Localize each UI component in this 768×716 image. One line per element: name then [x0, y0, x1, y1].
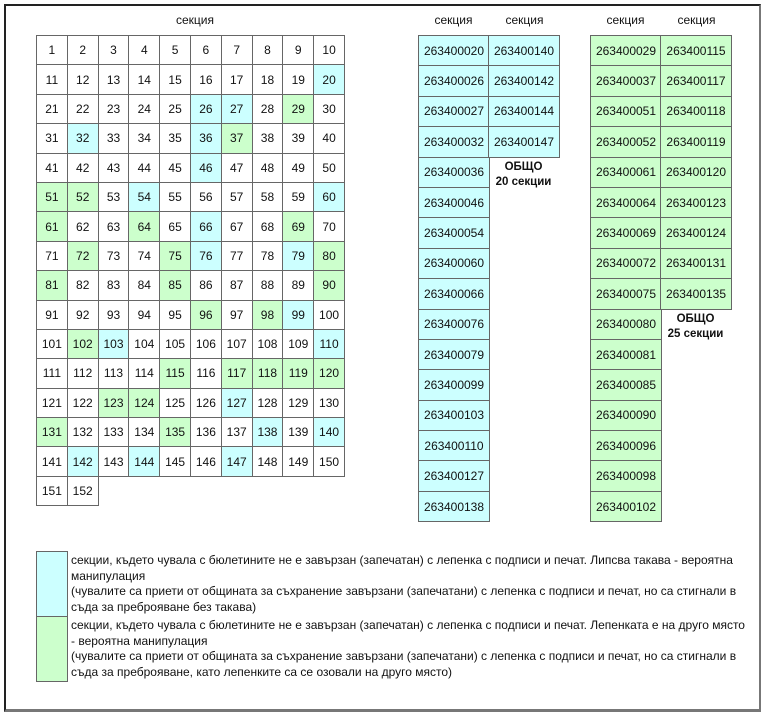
list-item: 263400020	[419, 36, 490, 66]
list-row	[591, 218, 662, 248]
section-cell: 57	[221, 182, 252, 211]
list-item: 263400051	[591, 96, 662, 126]
section-cell: 65	[160, 212, 191, 241]
section-cell: 23	[98, 94, 129, 123]
list-row	[661, 248, 732, 278]
section-cell: 140	[314, 418, 345, 447]
list-row	[419, 96, 490, 126]
section-cell: 31	[37, 124, 68, 153]
blue-list-header-1: секция	[434, 13, 473, 27]
list-row	[591, 36, 662, 66]
section-cell: 41	[37, 153, 68, 182]
grid-row	[37, 476, 345, 505]
section-cell: 33	[98, 124, 129, 153]
section-cell: 49	[283, 153, 314, 182]
section-cell: 98	[252, 300, 283, 329]
list-row	[419, 127, 490, 157]
section-cell: 37	[221, 124, 252, 153]
section-cell: 21	[37, 94, 68, 123]
list-row	[591, 400, 662, 430]
list-item: 263400036	[419, 157, 490, 187]
grid-row	[37, 124, 345, 153]
section-cell: 75	[160, 241, 191, 270]
section-cell: 14	[129, 65, 160, 94]
section-cell: 12	[67, 65, 98, 94]
list-item: 263400124	[661, 218, 732, 248]
section-cell: 143	[98, 447, 129, 476]
section-cell: 72	[67, 241, 98, 270]
list-row	[419, 279, 490, 309]
empty-cell	[98, 476, 129, 505]
section-cell: 25	[160, 94, 191, 123]
section-cell: 136	[190, 418, 221, 447]
section-cell: 35	[160, 124, 191, 153]
section-cell: 100	[314, 300, 345, 329]
list-item: 263400142	[489, 66, 560, 96]
section-cell: 74	[129, 241, 160, 270]
list-row	[591, 491, 662, 521]
section-cell: 118	[252, 359, 283, 388]
section-cell: 109	[283, 329, 314, 358]
section-cell: 146	[190, 447, 221, 476]
list-item: 263400054	[419, 218, 490, 248]
section-cell: 149	[283, 447, 314, 476]
list-row	[419, 491, 490, 521]
grid-row	[37, 241, 345, 270]
section-cell: 117	[221, 359, 252, 388]
green-list-header-2: секция	[677, 13, 716, 27]
list-item: 263400061	[591, 157, 662, 187]
section-cell: 20	[314, 65, 345, 94]
section-cell: 13	[98, 65, 129, 94]
section-cell: 145	[160, 447, 191, 476]
list-item: 263400115	[661, 36, 732, 66]
list-item: 263400081	[591, 339, 662, 369]
section-cell: 142	[67, 447, 98, 476]
list-row	[591, 279, 662, 309]
section-cell: 144	[129, 447, 160, 476]
section-cell: 137	[221, 418, 252, 447]
section-cell: 95	[160, 300, 191, 329]
green-list-column-1	[590, 35, 662, 522]
list-row	[591, 309, 662, 339]
blue-list-column-1	[418, 35, 490, 522]
legend-text-blue	[71, 553, 751, 615]
section-cell: 67	[221, 212, 252, 241]
list-row	[591, 157, 662, 187]
list-row	[419, 187, 490, 217]
section-cell: 125	[160, 388, 191, 417]
sections-grid	[36, 35, 345, 506]
section-cell: 8	[252, 36, 283, 65]
section-cell: 90	[314, 271, 345, 300]
list-row	[591, 370, 662, 400]
empty-cell	[160, 476, 191, 505]
section-cell: 59	[283, 182, 314, 211]
list-row	[419, 431, 490, 461]
grid-row	[37, 447, 345, 476]
list-item: 263400096	[591, 431, 662, 461]
list-row	[661, 36, 732, 66]
section-cell: 120	[314, 359, 345, 388]
list-row	[661, 218, 732, 248]
section-cell: 47	[221, 153, 252, 182]
list-row	[591, 96, 662, 126]
section-cell: 121	[37, 388, 68, 417]
section-cell: 39	[283, 124, 314, 153]
section-cell: 34	[129, 124, 160, 153]
section-cell: 114	[129, 359, 160, 388]
list-row	[489, 127, 560, 157]
section-cell: 112	[67, 359, 98, 388]
section-cell: 92	[67, 300, 98, 329]
section-cell: 103	[98, 329, 129, 358]
blue-total-count: 20 секции	[495, 176, 552, 188]
section-cell: 81	[37, 271, 68, 300]
section-cell: 64	[129, 212, 160, 241]
green-total-label: ОБЩО	[676, 313, 715, 325]
section-cell: 78	[252, 241, 283, 270]
section-cell: 42	[67, 153, 98, 182]
section-cell: 55	[160, 182, 191, 211]
empty-cell	[221, 476, 252, 505]
section-cell: 84	[129, 271, 160, 300]
legend-swatch-blue	[36, 551, 68, 617]
list-row	[591, 187, 662, 217]
list-item: 263400102	[591, 491, 662, 521]
section-cell: 150	[314, 447, 345, 476]
legend-blue-line2: (чувалите са приети от общината за съхранение завързани (запечатани) с лепенка с подписи и печат, но са стигнали в съда за преброяване без такава)	[71, 584, 737, 614]
list-item: 263400085	[591, 370, 662, 400]
grid-row	[37, 65, 345, 94]
section-cell: 105	[160, 329, 191, 358]
empty-cell	[314, 476, 345, 505]
section-cell: 48	[252, 153, 283, 182]
section-cell: 66	[190, 212, 221, 241]
section-cell: 3	[98, 36, 129, 65]
section-cell: 9	[283, 36, 314, 65]
section-cell: 148	[252, 447, 283, 476]
empty-cell	[129, 476, 160, 505]
section-cell: 16	[190, 65, 221, 94]
list-item: 263400037	[591, 66, 662, 96]
section-cell: 11	[37, 65, 68, 94]
list-item: 263400027	[419, 96, 490, 126]
section-cell: 76	[190, 241, 221, 270]
grid-row	[37, 36, 345, 65]
section-cell: 51	[37, 182, 68, 211]
list-item: 263400135	[661, 279, 732, 309]
list-item: 263400032	[419, 127, 490, 157]
grid-row	[37, 329, 345, 358]
section-cell: 4	[129, 36, 160, 65]
legend-text-green	[71, 618, 751, 680]
list-row	[419, 309, 490, 339]
list-row	[419, 36, 490, 66]
section-cell: 69	[283, 212, 314, 241]
section-cell: 26	[190, 94, 221, 123]
blue-total	[488, 160, 559, 190]
section-cell: 68	[252, 212, 283, 241]
list-item: 263400119	[661, 127, 732, 157]
list-item: 263400029	[591, 36, 662, 66]
list-item: 263400080	[591, 309, 662, 339]
section-cell: 85	[160, 271, 191, 300]
section-cell: 80	[314, 241, 345, 270]
green-total	[660, 312, 731, 342]
section-cell: 88	[252, 271, 283, 300]
list-row	[489, 96, 560, 126]
section-cell: 138	[252, 418, 283, 447]
section-cell: 2	[67, 36, 98, 65]
list-row	[591, 461, 662, 491]
section-cell: 44	[129, 153, 160, 182]
grid-row	[37, 182, 345, 211]
list-row	[661, 127, 732, 157]
section-cell: 46	[190, 153, 221, 182]
section-cell: 1	[37, 36, 68, 65]
list-row	[419, 400, 490, 430]
list-item: 263400026	[419, 66, 490, 96]
section-cell: 77	[221, 241, 252, 270]
list-item: 263400117	[661, 66, 732, 96]
section-cell: 45	[160, 153, 191, 182]
section-cell: 32	[67, 124, 98, 153]
list-row	[419, 218, 490, 248]
section-cell: 126	[190, 388, 221, 417]
section-cell: 6	[190, 36, 221, 65]
list-row	[591, 66, 662, 96]
section-cell: 71	[37, 241, 68, 270]
section-cell: 15	[160, 65, 191, 94]
blue-list-column-2	[488, 35, 560, 158]
section-cell: 82	[67, 271, 98, 300]
list-item: 263400118	[661, 96, 732, 126]
list-item: 263400120	[661, 157, 732, 187]
section-cell: 18	[252, 65, 283, 94]
section-cell: 36	[190, 124, 221, 153]
empty-cell	[190, 476, 221, 505]
section-cell: 102	[67, 329, 98, 358]
legend-green-line1: секции, където чувала с бюлетините не е завързан (запечатан) с лепенка с подписи и печат. Лепенката е на друго място - вероятна манипулация	[71, 618, 745, 648]
grid-row	[37, 271, 345, 300]
list-item: 263400079	[419, 339, 490, 369]
section-cell: 79	[283, 241, 314, 270]
list-item: 263400131	[661, 248, 732, 278]
section-cell: 24	[129, 94, 160, 123]
section-cell: 127	[221, 388, 252, 417]
legend-green-line2: (чувалите са приети от общината за съхранение завързани (запечатани) с лепенка с подписи и печат, но са стигнали в съда за преброяване, като лепенките са се озовали на друго място)	[71, 649, 737, 679]
list-row	[419, 370, 490, 400]
list-item: 263400140	[489, 36, 560, 66]
section-cell: 141	[37, 447, 68, 476]
grid-row	[37, 212, 345, 241]
list-row	[419, 339, 490, 369]
list-item: 263400075	[591, 279, 662, 309]
list-item: 263400052	[591, 127, 662, 157]
section-cell: 54	[129, 182, 160, 211]
section-cell: 7	[221, 36, 252, 65]
list-item: 263400123	[661, 187, 732, 217]
section-cell: 87	[221, 271, 252, 300]
list-item: 263400090	[591, 400, 662, 430]
blue-list-header-2: секция	[505, 13, 544, 27]
section-cell: 106	[190, 329, 221, 358]
section-cell: 119	[283, 359, 314, 388]
list-item: 263400103	[419, 400, 490, 430]
list-item: 263400147	[489, 127, 560, 157]
section-cell: 5	[160, 36, 191, 65]
section-cell: 94	[129, 300, 160, 329]
list-row	[591, 431, 662, 461]
section-cell: 132	[67, 418, 98, 447]
list-item: 263400066	[419, 279, 490, 309]
section-cell: 43	[98, 153, 129, 182]
list-item: 263400064	[591, 187, 662, 217]
section-cell: 128	[252, 388, 283, 417]
empty-cell	[283, 476, 314, 505]
list-item: 263400127	[419, 461, 490, 491]
legend-blue-line1: секции, където чувала с бюлетините не е завързан (запечатан) с лепенка с подписи и печат. Липсва такава - вероятна манипулация	[71, 553, 733, 583]
grid-row	[37, 418, 345, 447]
section-cell: 122	[67, 388, 98, 417]
green-total-count: 25 секции	[667, 328, 724, 340]
section-cell: 61	[37, 212, 68, 241]
blue-total-label: ОБЩО	[504, 161, 543, 173]
section-cell: 70	[314, 212, 345, 241]
list-item: 263400046	[419, 187, 490, 217]
section-cell: 113	[98, 359, 129, 388]
section-cell: 22	[67, 94, 98, 123]
section-cell: 99	[283, 300, 314, 329]
list-item: 263400110	[419, 431, 490, 461]
list-row	[591, 248, 662, 278]
section-cell: 129	[283, 388, 314, 417]
section-cell: 62	[67, 212, 98, 241]
legend-swatch-green	[36, 616, 68, 682]
section-cell: 56	[190, 182, 221, 211]
list-item: 263400099	[419, 370, 490, 400]
section-cell: 116	[190, 359, 221, 388]
section-cell: 27	[221, 94, 252, 123]
section-cell: 96	[190, 300, 221, 329]
list-row	[661, 157, 732, 187]
list-item: 263400144	[489, 96, 560, 126]
section-cell: 30	[314, 94, 345, 123]
section-cell: 115	[160, 359, 191, 388]
section-cell: 63	[98, 212, 129, 241]
list-row	[419, 248, 490, 278]
list-row	[661, 279, 732, 309]
grid-row	[37, 94, 345, 123]
grid-row	[37, 359, 345, 388]
section-cell: 40	[314, 124, 345, 153]
section-cell: 134	[129, 418, 160, 447]
green-list-column-2	[660, 35, 732, 310]
list-item: 263400138	[419, 491, 490, 521]
section-cell: 107	[221, 329, 252, 358]
list-row	[419, 461, 490, 491]
section-cell: 147	[221, 447, 252, 476]
section-cell: 86	[190, 271, 221, 300]
section-cell: 89	[283, 271, 314, 300]
list-row	[591, 127, 662, 157]
grid-row	[37, 388, 345, 417]
list-item: 263400072	[591, 248, 662, 278]
grid-row	[37, 153, 345, 182]
empty-cell	[252, 476, 283, 505]
section-cell: 152	[67, 476, 98, 505]
list-row	[419, 66, 490, 96]
section-cell: 52	[67, 182, 98, 211]
grid-row	[37, 300, 345, 329]
section-cell: 58	[252, 182, 283, 211]
section-cell: 91	[37, 300, 68, 329]
list-row	[661, 96, 732, 126]
section-cell: 133	[98, 418, 129, 447]
list-item: 263400076	[419, 309, 490, 339]
list-row	[489, 36, 560, 66]
section-cell: 139	[283, 418, 314, 447]
section-cell: 73	[98, 241, 129, 270]
section-cell: 93	[98, 300, 129, 329]
section-cell: 28	[252, 94, 283, 123]
section-cell: 151	[37, 476, 68, 505]
section-cell: 50	[314, 153, 345, 182]
list-row	[591, 339, 662, 369]
section-cell: 83	[98, 271, 129, 300]
section-cell: 135	[160, 418, 191, 447]
list-item: 263400098	[591, 461, 662, 491]
section-cell: 17	[221, 65, 252, 94]
list-row	[489, 66, 560, 96]
list-row	[661, 66, 732, 96]
section-cell: 111	[37, 359, 68, 388]
section-cell: 101	[37, 329, 68, 358]
list-item: 263400060	[419, 248, 490, 278]
section-cell: 53	[98, 182, 129, 211]
section-cell: 131	[37, 418, 68, 447]
section-cell: 123	[98, 388, 129, 417]
section-cell: 10	[314, 36, 345, 65]
section-cell: 110	[314, 329, 345, 358]
section-cell: 19	[283, 65, 314, 94]
section-cell: 130	[314, 388, 345, 417]
section-cell: 97	[221, 300, 252, 329]
section-cell: 104	[129, 329, 160, 358]
list-row	[419, 157, 490, 187]
green-list-header-1: секция	[606, 13, 645, 27]
grid-header: секция	[176, 13, 214, 27]
section-cell: 124	[129, 388, 160, 417]
section-cell: 108	[252, 329, 283, 358]
section-cell: 38	[252, 124, 283, 153]
list-item: 263400069	[591, 218, 662, 248]
section-cell: 29	[283, 94, 314, 123]
list-row	[661, 187, 732, 217]
section-cell: 60	[314, 182, 345, 211]
